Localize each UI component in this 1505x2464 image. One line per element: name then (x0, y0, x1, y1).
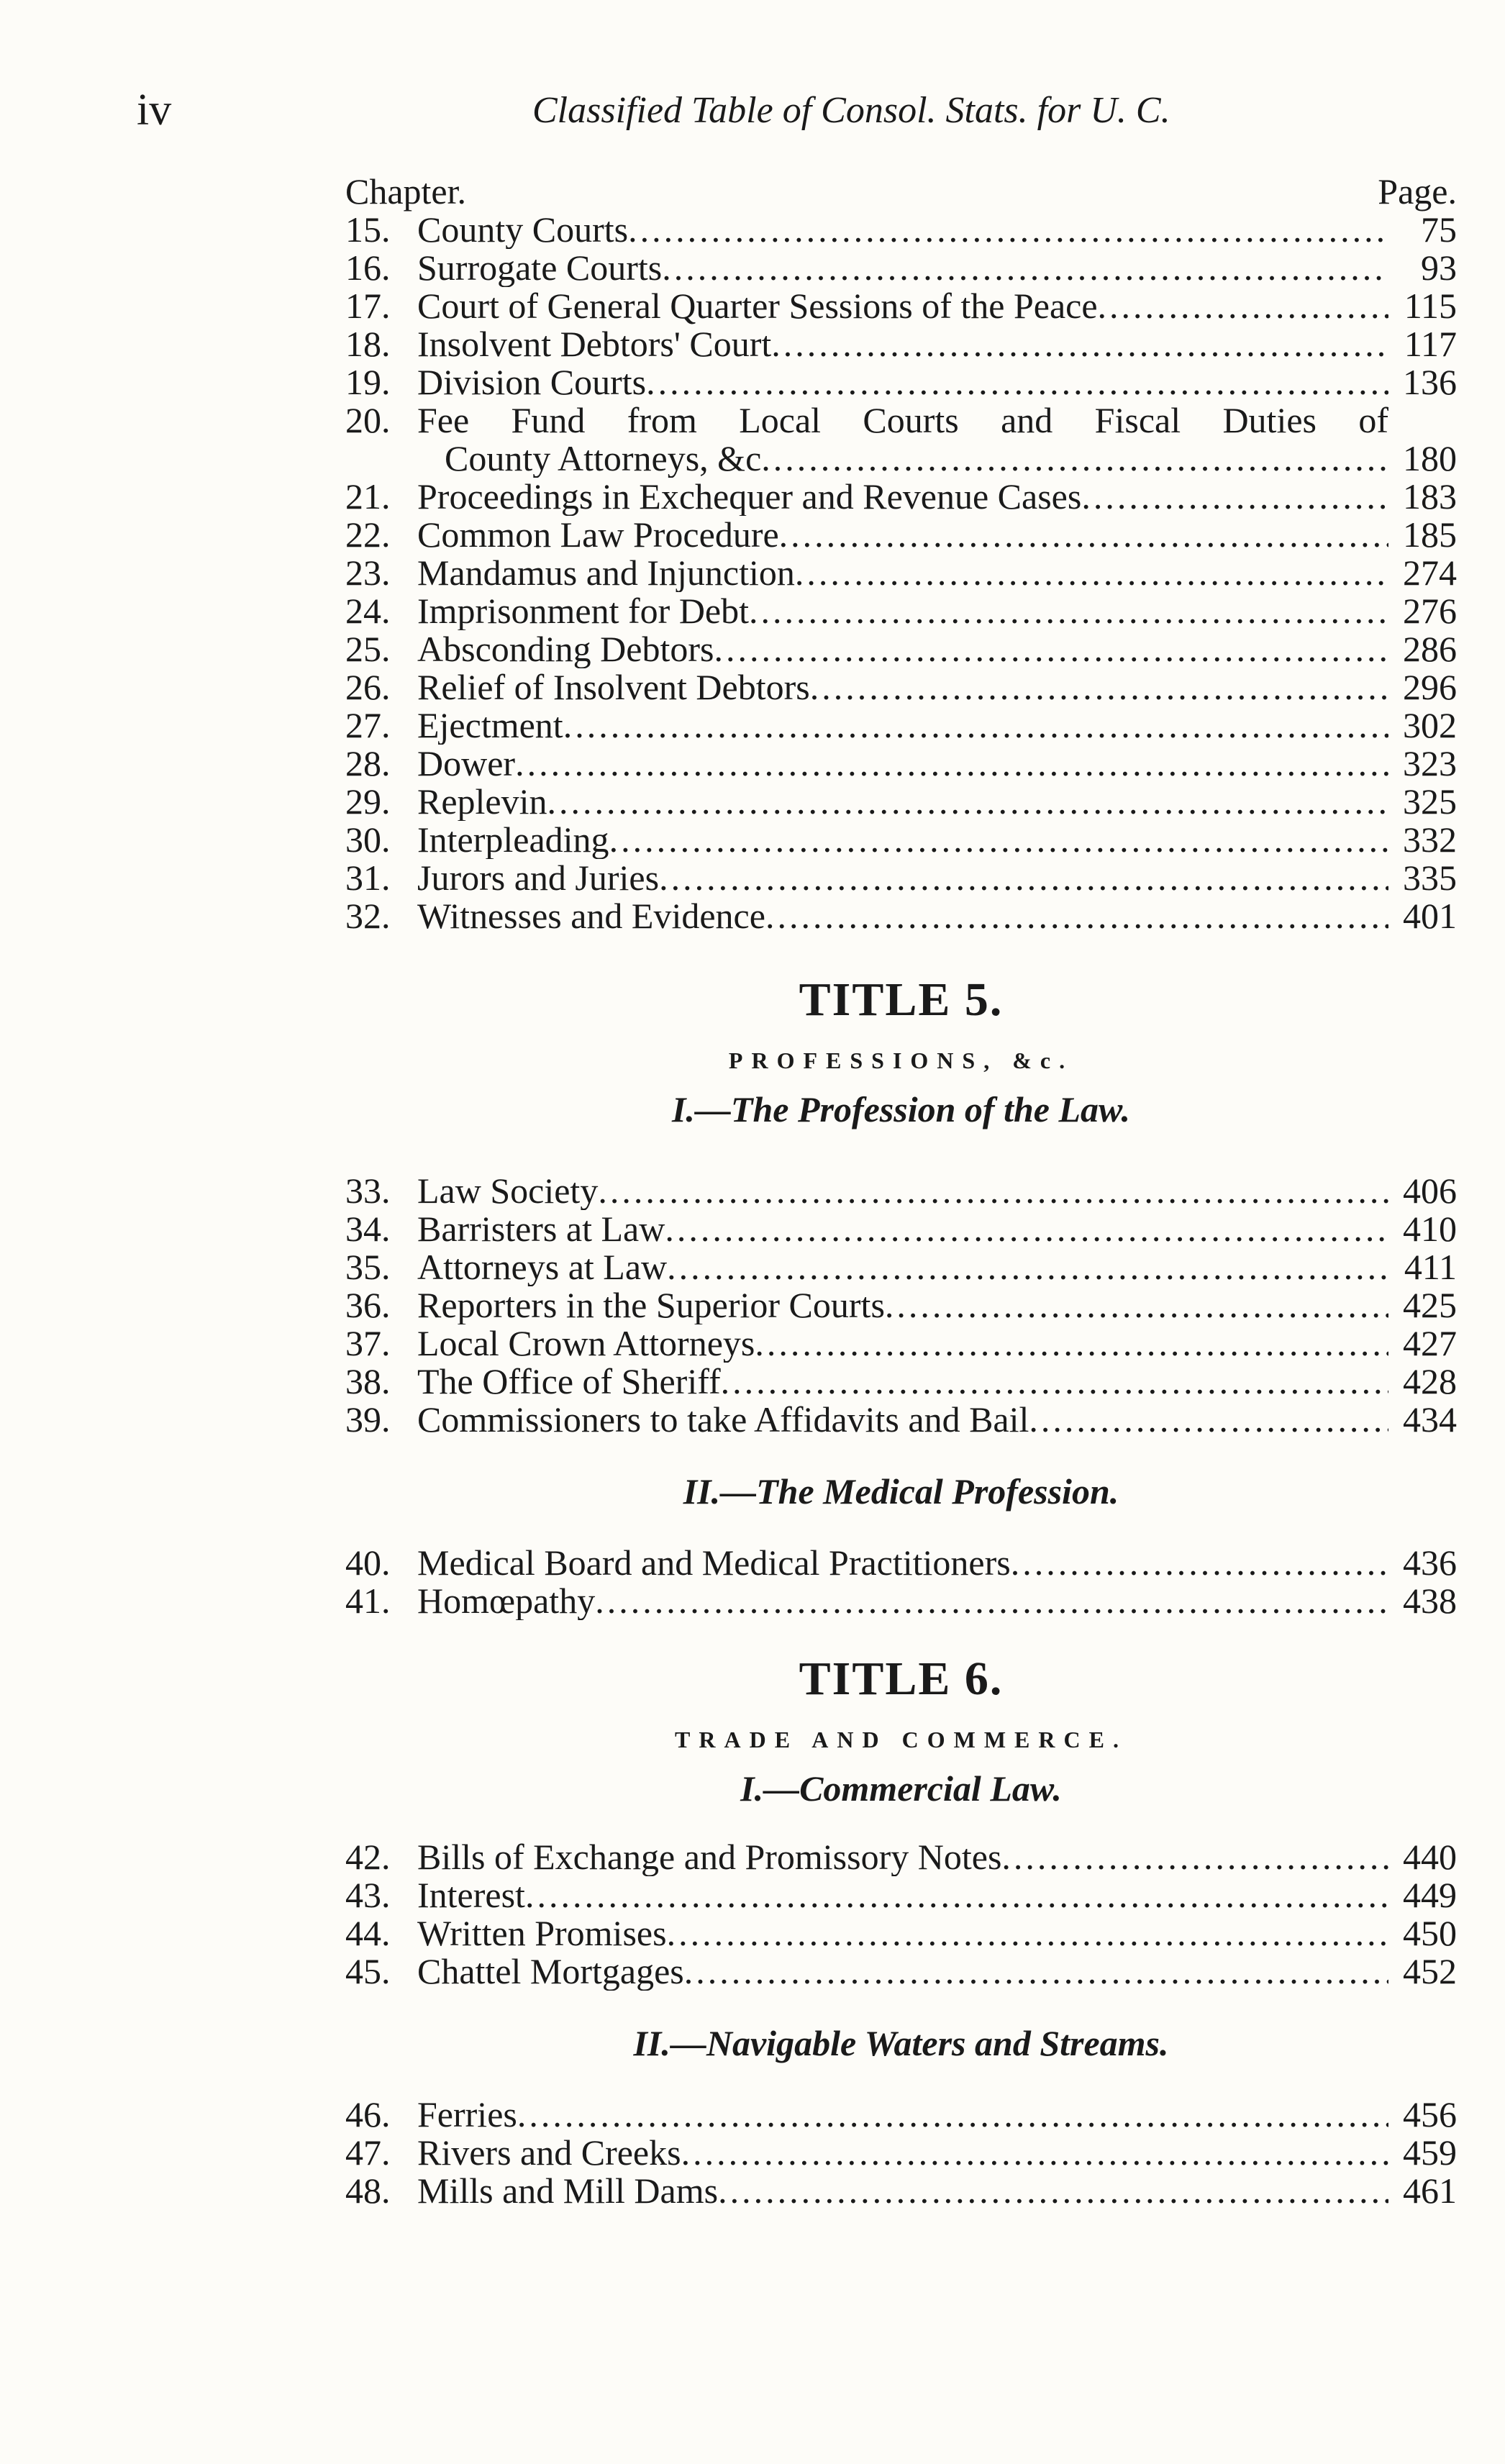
chapter-group-2 (345, 478, 1457, 935)
leader-dots (885, 1286, 1388, 1324)
title-6-subheading: TRADE AND COMMERCE. (675, 1727, 1127, 1752)
chapter-number: 38. (345, 1361, 391, 1401)
page-header (0, 85, 1505, 150)
table-of-contents (345, 173, 1457, 2210)
leader-dots (1029, 1401, 1388, 1439)
chapter-number: 24. (345, 591, 391, 631)
toc-entry (345, 249, 1457, 287)
page-ref: 325 (1403, 781, 1457, 822)
running-head: Classified Table of Consol. Stats. for U. C. (532, 90, 1170, 131)
page-ref: 436 (1403, 1542, 1457, 1583)
page-ref: 117 (1404, 324, 1457, 364)
chapter-group-1 (345, 211, 1457, 401)
leader-dots (761, 440, 1388, 478)
title-6-part-2-entries (345, 2096, 1457, 2210)
chapter-number: 19. (345, 362, 391, 402)
chapter-title: Relief of Insolvent Debtors (417, 668, 810, 706)
chapter-title: Written Promises (417, 1914, 667, 1952)
toc-entry (345, 821, 1457, 859)
page-ref: 93 (1421, 247, 1457, 288)
page-ref: 449 (1403, 1875, 1457, 1915)
toc-entry (345, 401, 1457, 440)
leader-dots (517, 2096, 1388, 2134)
chapter-number: 39. (345, 1399, 391, 1440)
chapter-number: 40. (345, 1542, 391, 1583)
page-ref: 136 (1403, 362, 1457, 402)
chapter-title: Barristers at Law (417, 1210, 665, 1248)
chapter-title: Imprisonment for Debt (417, 592, 750, 630)
toc-entry (345, 668, 1457, 706)
toc-entry (345, 1401, 1457, 1439)
chapter-number: 17. (345, 286, 391, 326)
page-ref: 335 (1403, 858, 1457, 898)
chapter-number: 46. (345, 2094, 391, 2135)
chapter-title: Law Society (417, 1172, 599, 1210)
chapter-number: 23. (345, 553, 391, 593)
chapter-title: Local Crown Attorneys (417, 1324, 755, 1363)
page-ref: 438 (1403, 1581, 1457, 1621)
toc-entry (345, 1838, 1457, 1876)
toc-entry (345, 363, 1457, 401)
page-ref: 450 (1403, 1913, 1457, 1953)
chapter-title: Ejectment (417, 706, 563, 745)
title-6-part-2-heading: II.—Navigable Waters and Streams. (633, 2023, 1169, 2063)
chapter-title-continued: County Attorneys, &c (445, 440, 762, 478)
toc-entry (345, 516, 1457, 554)
toc-entry (345, 2096, 1457, 2134)
chapter-number: 28. (345, 743, 391, 783)
toc-entry (345, 2172, 1457, 2210)
title-5-heading: TITLE 5. (799, 973, 1004, 1026)
chapter-title: Chattel Mortgages (417, 1952, 684, 1991)
toc-entry (345, 897, 1457, 935)
chapter-number: 41. (345, 1581, 391, 1621)
toc-entry (345, 1582, 1457, 1620)
chapter-title: Replevin (417, 783, 547, 821)
leader-dots (595, 1582, 1388, 1620)
toc-entry (345, 706, 1457, 745)
leader-dots (667, 1914, 1388, 1952)
chapter-title: Mandamus and Injunction (417, 554, 795, 592)
title-6-part-1-entries (345, 1838, 1457, 1991)
chapter-title: The Office of Sheriff (417, 1363, 721, 1401)
chapter-title: Witnesses and Evidence (417, 897, 765, 935)
toc-entry (345, 1876, 1457, 1914)
toc-entry (345, 2134, 1457, 2172)
page-ref: 276 (1403, 591, 1457, 631)
toc-entry (345, 1952, 1457, 1991)
chapter-title: Reporters in the Superior Courts (417, 1286, 885, 1324)
leader-dots (1001, 1838, 1388, 1876)
page-ref: 406 (1403, 1170, 1457, 1211)
page-ref: 115 (1404, 286, 1457, 326)
leader-dots (749, 592, 1388, 630)
chapter-number: 45. (345, 1951, 391, 1991)
page-ref: 75 (1421, 209, 1457, 250)
title-5-part-2-entries (345, 1544, 1457, 1620)
chapter-number: 33. (345, 1170, 391, 1211)
chapter-number: 44. (345, 1913, 391, 1953)
leader-dots (659, 859, 1388, 897)
chapter-number: 26. (345, 667, 391, 707)
chapter-title: Homœpathy (417, 1582, 596, 1620)
title-6-part-1-heading: I.—Commercial Law. (740, 1768, 1062, 1809)
page-ref: 185 (1403, 514, 1457, 555)
chapter-number: 43. (345, 1875, 391, 1915)
chapter-title: Fee Fund from Local Courts and Fiscal Duties of (417, 401, 1388, 440)
chapter-title: Commissioners to take Affidavits and Bail (417, 1401, 1029, 1439)
chapter-title: Absconding Debtors (417, 630, 714, 668)
page-ref: 286 (1403, 629, 1457, 669)
leader-dots (662, 249, 1388, 287)
toc-entry (345, 1248, 1457, 1286)
chapter-number: 22. (345, 514, 391, 555)
chapter-title: Interest (417, 1876, 525, 1914)
chapter-title: Mills and Mill Dams (417, 2172, 719, 2210)
chapter-title: Proceedings in Exchequer and Revenue Cases (417, 478, 1082, 516)
chapter-number: 25. (345, 629, 391, 669)
leader-dots (525, 1876, 1388, 1914)
title-6-heading: TITLE 6. (799, 1652, 1004, 1705)
leader-dots (1098, 287, 1388, 325)
chapter-number: 48. (345, 2170, 391, 2211)
page-ref: 440 (1403, 1837, 1457, 1877)
toc-entry (345, 1286, 1457, 1324)
leader-dots (771, 325, 1388, 363)
title-5-part-1-heading: I.—The Profession of the Law. (671, 1089, 1131, 1129)
leader-dots (755, 1324, 1388, 1363)
toc-entry (345, 1544, 1457, 1582)
chapter-title: Jurors and Juries (417, 859, 660, 897)
title-5-subheading: PROFESSIONS, &c. (728, 1047, 1074, 1073)
page-ref: 296 (1403, 667, 1457, 707)
toc-entry (345, 592, 1457, 630)
leader-dots (684, 1952, 1388, 1991)
leader-dots (1081, 478, 1388, 516)
page-ref: 434 (1403, 1399, 1457, 1440)
column-headers (345, 173, 1457, 211)
chapter-number: 20. (345, 400, 391, 440)
chapter-number: 37. (345, 1323, 391, 1363)
page-ref: 302 (1403, 705, 1457, 745)
leader-dots (721, 1363, 1388, 1401)
page-number: iv (137, 86, 172, 135)
chapter-title: Interpleading (417, 821, 609, 859)
leader-dots (681, 2134, 1388, 2172)
title-5-part-1-entries (345, 1172, 1457, 1439)
page-ref: 427 (1403, 1323, 1457, 1363)
chapter-title: County Courts (417, 211, 629, 249)
page-ref: 274 (1403, 553, 1457, 593)
page-ref: 452 (1403, 1951, 1457, 1991)
leader-dots (646, 363, 1388, 401)
chapter-title: Attorneys at Law (417, 1248, 668, 1286)
chapter-title: Surrogate Courts (417, 249, 663, 287)
page-ref: 459 (1403, 2132, 1457, 2173)
chapter-title: Dower (417, 745, 516, 783)
leader-dots (765, 897, 1388, 935)
chapter-number: 16. (345, 247, 391, 288)
toc-entry (345, 745, 1457, 783)
leader-dots (779, 516, 1388, 554)
toc-entry (345, 325, 1457, 363)
page-ref: 401 (1403, 896, 1457, 936)
leader-dots (714, 630, 1388, 668)
leader-dots (810, 668, 1388, 706)
leader-dots (628, 211, 1388, 249)
chapter-number: 29. (345, 781, 391, 822)
leader-dots (563, 706, 1388, 745)
chapter-number: 35. (345, 1247, 391, 1287)
chapter-column-label: Chapter. (345, 171, 467, 212)
chapter-number: 21. (345, 476, 391, 517)
leader-dots (515, 745, 1388, 783)
page-ref: 410 (1403, 1209, 1457, 1249)
leader-dots (609, 821, 1388, 859)
toc-entry (345, 1363, 1457, 1401)
page-ref: 332 (1403, 819, 1457, 860)
chapter-title: Insolvent Debtors' Court (417, 325, 772, 363)
leader-dots (598, 1172, 1388, 1210)
chapter-number: 47. (345, 2132, 391, 2173)
chapter-title: Common Law Procedure (417, 516, 779, 554)
page-ref: 323 (1403, 743, 1457, 783)
chapter-title: Division Courts (417, 363, 647, 401)
page-ref: 411 (1404, 1247, 1457, 1287)
toc-entry (345, 630, 1457, 668)
leader-dots (795, 554, 1388, 592)
leader-dots (1011, 1544, 1388, 1582)
chapter-number: 15. (345, 209, 391, 250)
toc-entry (345, 1914, 1457, 1952)
title-5-part-2-heading: II.—The Medical Profession. (683, 1471, 1119, 1511)
page-ref: 456 (1403, 2094, 1457, 2135)
page-ref: 461 (1403, 2170, 1457, 2211)
chapter-number: 42. (345, 1837, 391, 1877)
toc-entry (345, 1172, 1457, 1210)
page-column-label: Page. (1378, 171, 1457, 212)
toc-entry (345, 287, 1457, 325)
toc-entry (345, 783, 1457, 821)
toc-entry (345, 211, 1457, 249)
chapter-number: 32. (345, 896, 391, 936)
chapter-title: Ferries (417, 2096, 517, 2134)
chapter-number: 27. (345, 705, 391, 745)
leader-dots (667, 1248, 1388, 1286)
toc-entry (345, 1324, 1457, 1363)
chapter-title: Rivers and Creeks (417, 2134, 681, 2172)
toc-entry (345, 478, 1457, 516)
leader-dots (547, 783, 1388, 821)
toc-entry-continuation (345, 440, 1457, 478)
toc-entry (345, 859, 1457, 897)
toc-entry (345, 1210, 1457, 1248)
chapter-number: 34. (345, 1209, 391, 1249)
chapter-number: 36. (345, 1285, 391, 1325)
chapter-number: 31. (345, 858, 391, 898)
page-ref: 428 (1403, 1361, 1457, 1401)
chapter-number: 30. (345, 819, 391, 860)
chapter-title: Court of General Quarter Sessions of the Peace (417, 287, 1098, 325)
chapter-number: 18. (345, 324, 391, 364)
page-ref: 425 (1403, 1285, 1457, 1325)
page-ref: 183 (1403, 476, 1457, 517)
page-ref: 180 (1403, 438, 1457, 478)
chapter-title: Bills of Exchange and Promissory Notes (417, 1838, 1002, 1876)
toc-entry (345, 554, 1457, 592)
chapter-title: Medical Board and Medical Practitioners (417, 1544, 1011, 1582)
leader-dots (718, 2172, 1388, 2210)
leader-dots (665, 1210, 1388, 1248)
